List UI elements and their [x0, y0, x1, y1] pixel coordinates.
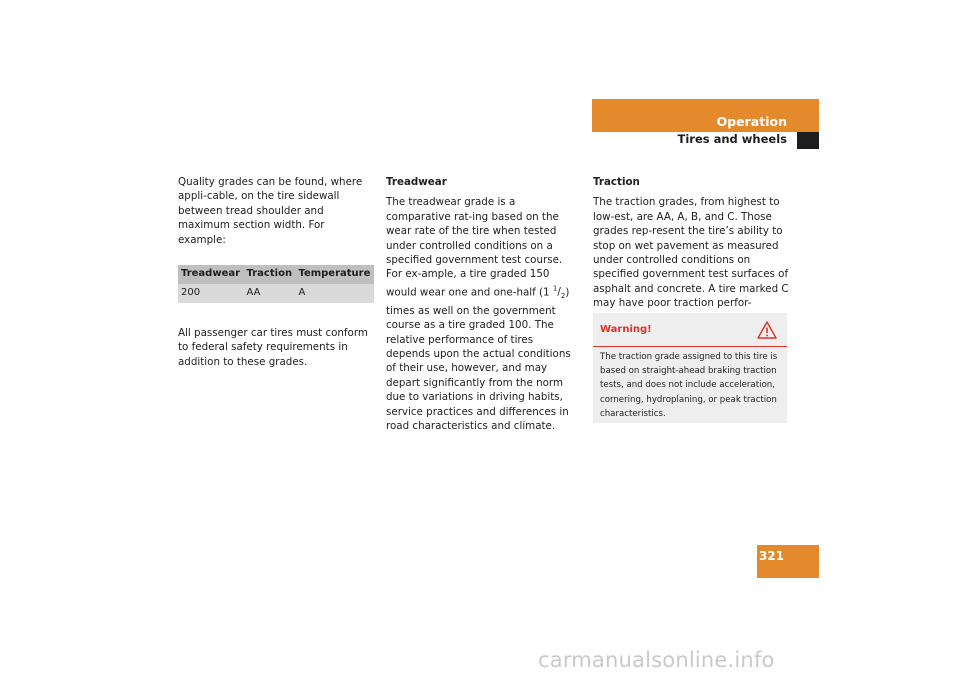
subsection-title: Tires and wheels: [677, 132, 787, 146]
grades-table-header-row: [178, 265, 374, 284]
grades-header-temperature: Temperature: [295, 265, 374, 284]
grades-cell-treadwear: 200: [178, 284, 244, 303]
column-right: [593, 175, 789, 325]
table-row: [178, 284, 374, 303]
column-left: [178, 175, 374, 369]
warning-title: Warning!: [600, 324, 652, 335]
section-header-bar: [592, 99, 819, 132]
page-number: 321: [758, 549, 784, 563]
fraction-denominator: 2: [560, 292, 566, 301]
warning-text: The traction grade assigned to this tire is based on straight-ahead braking traction tests, and does not include acceleration, cornering, hydroplaning, or peak traction characteristics.: [600, 352, 778, 419]
conform-paragraph: All passenger car tires must conform to federal safety requirements in addition to these grades.: [178, 327, 368, 368]
grades-header-traction: Traction: [244, 265, 296, 284]
warning-header: [593, 313, 787, 347]
fraction-one-half: $^1/_2$: [552, 284, 566, 301]
grades-cell-traction: AA: [244, 284, 296, 303]
watermark: carmanualsonline.info: [538, 648, 775, 672]
treadwear-text-start: The treadwear grade is a comparative rat-ing based on the wear rate of the tire when tested under controlled conditions on a specified government test course. For ex-ample, a tire graded 150 would wear one and one-half (1: [386, 196, 563, 299]
grades-header-treadwear: Treadwear: [178, 265, 244, 284]
traction-heading: Traction: [593, 176, 640, 188]
treadwear-paragraph: [386, 195, 580, 433]
traction-paragraph: The traction grades, from highest to low-est, are AA, A, B, and C. Those grades rep-resent the tire’s ability to stop on wet pavement as measured under controlled conditions on specified government test surfaces of asphalt and concrete. A tire marked C may have poor traction perfor-: [593, 196, 789, 310]
grades-cell-temperature: A: [295, 284, 374, 303]
section-title: Operation: [716, 114, 787, 129]
column-middle: [386, 175, 580, 433]
intro-paragraph: Quality grades can be found, where appli-cable, on the tire sidewall between tread shoulder and maximum section width. For example:: [178, 176, 363, 246]
grades-table: [178, 265, 374, 303]
header-marker-block: [797, 132, 819, 149]
fraction-numerator: 1: [552, 284, 558, 293]
treadwear-heading: Treadwear: [386, 176, 447, 188]
page-number-box: [757, 545, 819, 578]
warning-triangle-icon: [757, 321, 777, 339]
warning-box: [593, 313, 787, 423]
treadwear-text-end: ) times as well on the government course as a tire graded 100. The relative performance of tires depends upon the actual conditions of their use, however, and may depart significantly from the norm due to variations in driving habits, service practices and differences in road characteristics and climate.: [386, 286, 571, 432]
